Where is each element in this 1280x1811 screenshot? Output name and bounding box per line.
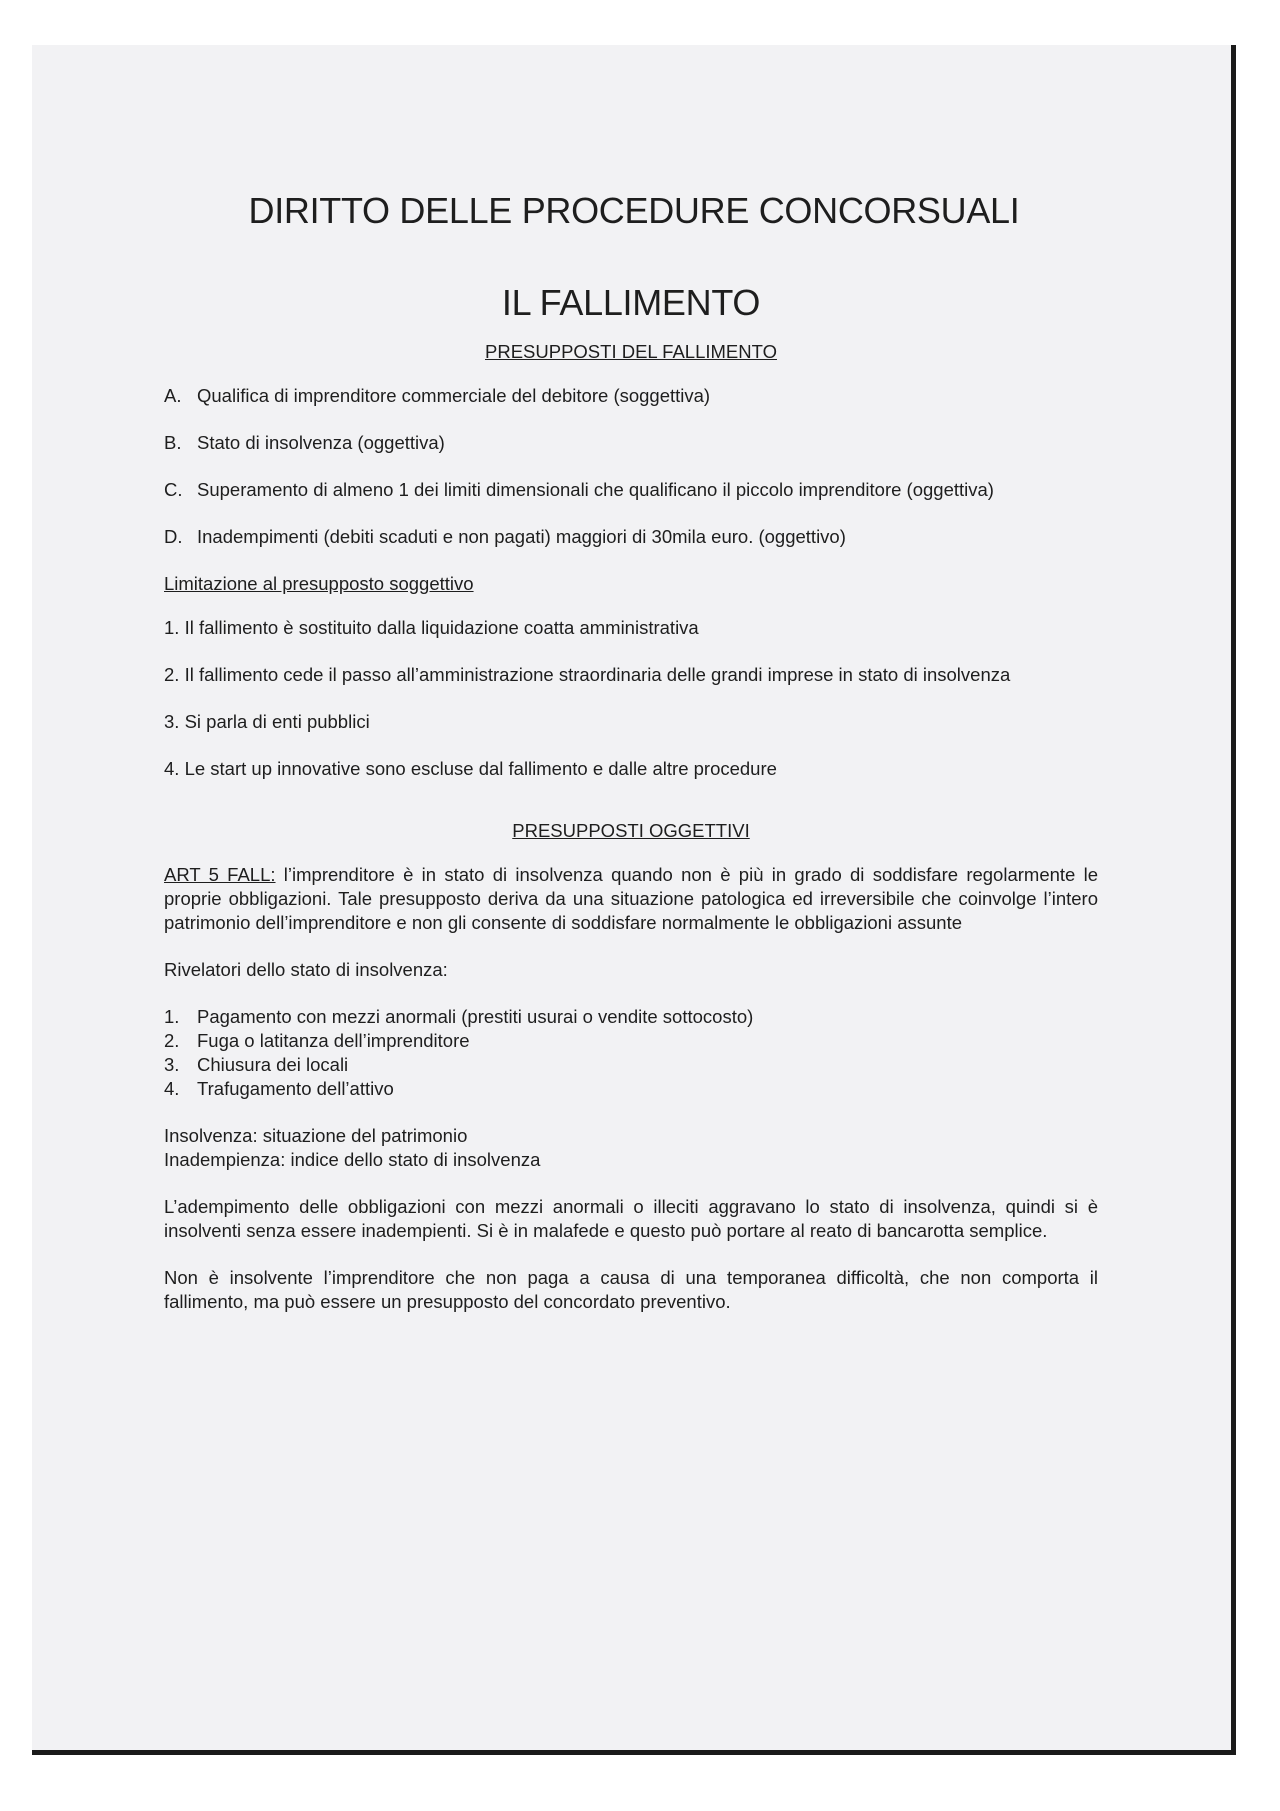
list-item bbox=[164, 1005, 1098, 1029]
list-item: 4. Le start up innovative sono escluse dal fallimento e dalle altre procedure bbox=[164, 758, 777, 779]
art-text: l’imprenditore è in stato di insolvenza quando non è più in grado di soddisfare regolarmente le proprie obbligazioni. Tale presupposto deriva da una situazione patologica ed irreversibile che coinvolge l’intero patrimonio dell’imprenditore e non gli consente di soddisfare normalmente le obbligazioni assunte bbox=[164, 864, 1098, 933]
rivelatori-list bbox=[164, 1005, 1098, 1101]
rivelatori-intro: Rivelatori dello stato di insolvenza: bbox=[164, 959, 448, 980]
list-marker: 4. bbox=[164, 1078, 180, 1099]
list-marker: 3. bbox=[164, 1054, 180, 1075]
list-item bbox=[164, 384, 1098, 408]
section-heading-presupposti: PRESUPPOSTI DEL FALLIMENTO bbox=[485, 341, 777, 362]
list-item-text: Chiusura dei locali bbox=[197, 1054, 349, 1075]
document-content bbox=[164, 190, 1098, 1337]
page-edge-shadow-bottom bbox=[32, 1750, 1236, 1755]
list-item: 2. Il fallimento cede il passo all’amministrazione straordinaria delle grandi imprese in stato di insolvenza bbox=[164, 664, 1011, 685]
list-marker: 2. bbox=[164, 1030, 180, 1051]
list-marker: 1. bbox=[164, 1006, 180, 1027]
list-item-text: Superamento di almeno 1 dei limiti dimensionali che qualificano il piccolo imprenditore (oggettiva) bbox=[197, 479, 994, 500]
list-item-text: Inadempimenti (debiti scaduti e non pagati) maggiori di 30mila euro. (oggettivo) bbox=[197, 526, 846, 547]
paragraph-non-insolvente: Non è insolvente l’imprenditore che non paga a causa di una temporanea difficoltà, che non comporta il fallimento, ma può essere un presupposto del concordato preventivo. bbox=[164, 1267, 1098, 1312]
list-item bbox=[164, 1029, 1098, 1053]
list-item: 1. Il fallimento è sostituito dalla liquidazione coatta amministrativa bbox=[164, 617, 699, 638]
list-item bbox=[164, 1077, 1098, 1101]
list-marker: B. bbox=[164, 432, 182, 453]
presupposti-list bbox=[164, 384, 1098, 549]
list-marker: D. bbox=[164, 526, 183, 547]
definitions-block bbox=[164, 1124, 1098, 1172]
subheading-limitazione: Limitazione al presupposto soggettivo bbox=[164, 573, 474, 594]
list-item: 3. Si parla di enti pubblici bbox=[164, 711, 370, 732]
document-subtitle: IL FALLIMENTO bbox=[501, 282, 761, 323]
art-label: ART 5 FALL: bbox=[164, 864, 276, 885]
list-item bbox=[164, 525, 1098, 549]
list-item-text: Qualifica di imprenditore commerciale del debitore (soggettiva) bbox=[197, 385, 711, 406]
list-item-text: Fuga o latitanza dell’imprenditore bbox=[197, 1030, 470, 1051]
list-item bbox=[164, 1053, 1098, 1077]
list-item-text: Pagamento con mezzi anormali (prestiti usurai o vendite sottocosto) bbox=[197, 1006, 754, 1027]
list-item-text: Trafugamento dell’attivo bbox=[197, 1078, 394, 1099]
definition-insolvenza: Insolvenza: situazione del patrimonio bbox=[164, 1125, 468, 1146]
list-item bbox=[164, 478, 1098, 502]
section-heading-oggettivi: PRESUPPOSTI OGGETTIVI bbox=[512, 820, 750, 841]
list-item-text: Stato di insolvenza (oggettiva) bbox=[197, 432, 445, 453]
document-title: DIRITTO DELLE PROCEDURE CONCORSUALI bbox=[248, 190, 1020, 231]
list-item bbox=[164, 431, 1098, 455]
paragraph-art5 bbox=[164, 863, 1098, 935]
list-marker: A. bbox=[164, 385, 182, 406]
definition-inadempienza: Inadempienza: indice dello stato di insolvenza bbox=[164, 1149, 541, 1170]
list-marker: C. bbox=[164, 479, 183, 500]
page-edge-shadow-right bbox=[1231, 45, 1236, 1755]
paragraph-adempimento: L’adempimento delle obbligazioni con mezzi anormali o illeciti aggravano lo stato di insolvenza, quindi si è insolventi senza essere inadempienti. Si è in malafede e questo può portare al reato di bancarotta semplice. bbox=[164, 1196, 1098, 1241]
limitazione-list bbox=[164, 616, 1098, 781]
